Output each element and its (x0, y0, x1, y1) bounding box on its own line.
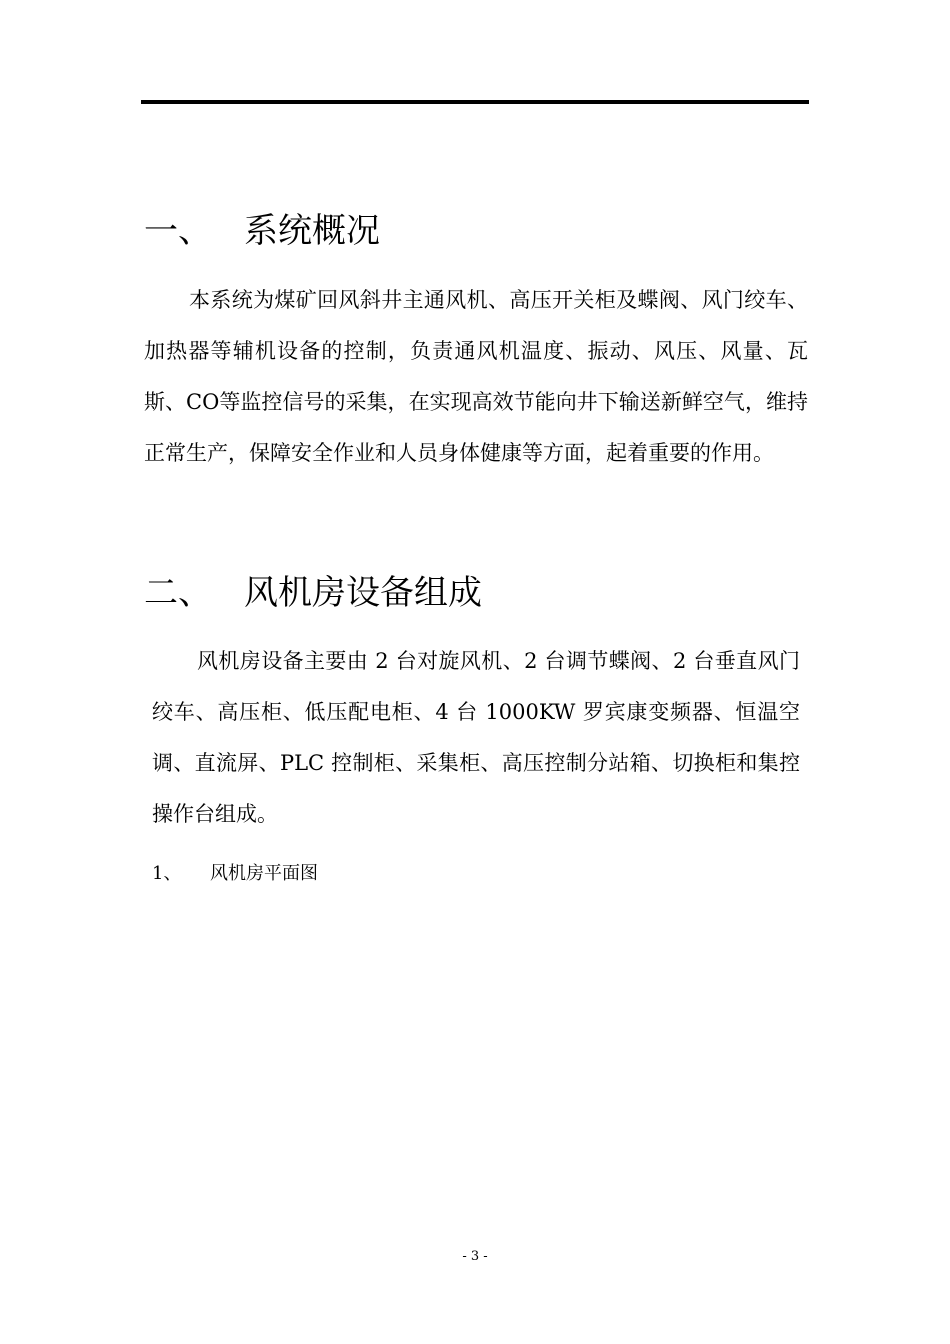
subsection-number: 1、 (152, 863, 182, 884)
subsection-heading-floor-plan (152, 862, 318, 886)
section-number: 二、 (144, 572, 212, 613)
section-title: 风机房设备组成 (244, 572, 482, 613)
equipment-paragraph: 风机房设备主要由 2 台对旋风机、2 台调节蝶阀、2 台垂直风门绞车、高压柜、低压配电柜、4 台 1000KW 罗宾康变频器、恒温空调、直流屏、PLC 控制柜、采集柜、高压控制分站箱、切换柜和集控操作台组成。 (152, 649, 800, 826)
section-number: 一、 (144, 210, 212, 251)
section-title: 系统概况 (244, 210, 380, 251)
overview-paragraph: 本系统为煤矿回风斜井主通风机、高压开关柜及蝶阀、风门绞车、加热器等辅机设备的控制，负责通风机温度、振动、风压、风量、瓦斯、CO等监控信号的采集，在实现高效节能向井下输送新鲜空气，维持正常生产，保障安全作业和人员身体健康等方面，起着重要的作用。 (144, 288, 808, 465)
page-number: - 3 - (462, 1249, 488, 1264)
header-rule (141, 100, 809, 104)
section-heading-overview (144, 211, 380, 251)
subsection-title: 风机房平面图 (210, 863, 318, 884)
section-heading-equipment (144, 573, 482, 613)
